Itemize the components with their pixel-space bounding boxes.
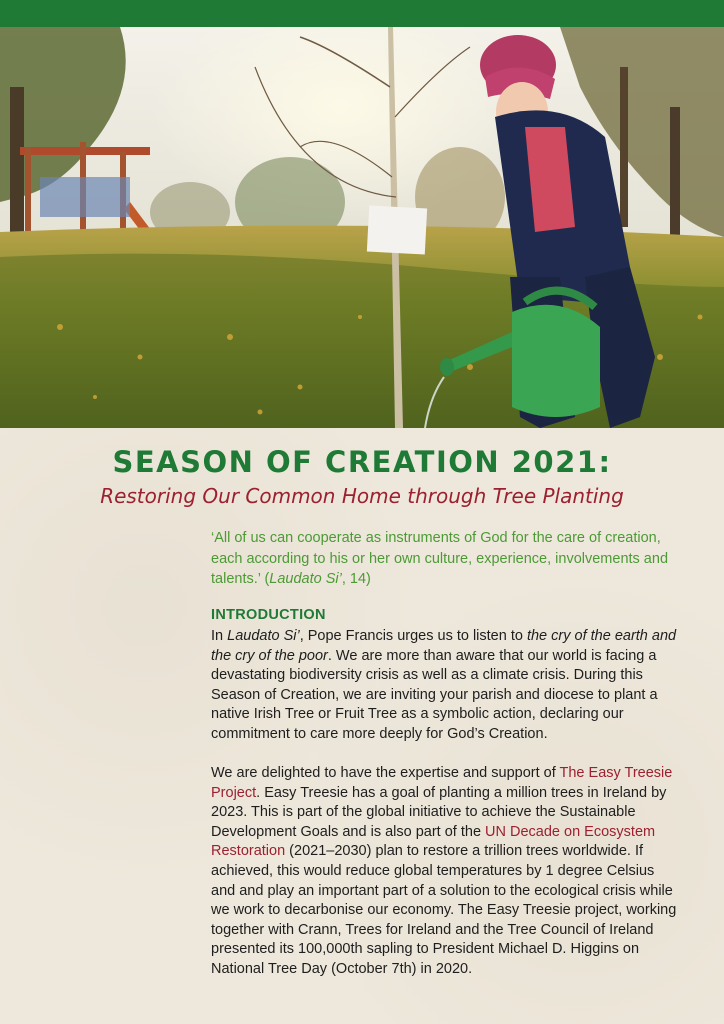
laudato-si-quote — [211, 528, 671, 590]
un-decade-link[interactable]: UN Decade on Ecosystem Restoration — [211, 823, 656, 860]
p2-text-c: (2021–2030) plan to restore a trillion trees worldwide. If achieved, this would reduce global temperatures by 1 degree Celsius and and play an important part of a solution to the ecological crisis while we work to decarbonise our economy. The Easy Treesie project, working together with Crann, Trees for Ireland and the Tree Council of Ireland presented its 100,000th sapling to President Michael D. Higgins on National Tree Day (October 7th) in 2020. — [211, 843, 677, 977]
page-subtitle: Restoring Our Common Home through Tree Planting — [100, 484, 624, 508]
quote-source: Laudato Si’ — [269, 571, 342, 587]
p2-text-b: . Easy Treesie has a goal of planting a million trees in Ireland by 2023. This is part of the global initiative to achieve the Sustainable Development Goals and is also part of the — [211, 784, 667, 840]
page-title: SEASON OF CREATION 2021: — [112, 445, 612, 479]
introduction-paragraph-2 — [211, 764, 681, 980]
p1-cry-of-earth: the cry of the earth and the cry of the poor — [211, 628, 677, 664]
quote-text: ‘All of us can cooperate as instruments of God for the care of creation, each according to his or her own culture, experience, involvements and talents.’ ( — [211, 530, 669, 587]
p1-text-a: In — [211, 628, 228, 644]
introduction-paragraph-1 — [211, 627, 681, 745]
quote-ref: , 14) — [341, 571, 371, 587]
p2-text-a: We are delighted to have the expertise and support of — [211, 765, 560, 781]
child-watering-sapling-photo — [0, 27, 724, 428]
introduction-heading: INTRODUCTION — [211, 607, 326, 623]
p1-text-e: . We are more than aware that our world is facing a devastating biodiversity crisis as well as a climate crisis. During this Season of Creation, we are inviting your parish and diocese to plant a native Irish Tree or Fruit Tree as a symbolic action, declaring our commitment to care more deeply for God’s Creation. — [211, 647, 658, 742]
hero-photo — [0, 27, 724, 428]
p1-laudato-si: Laudato Si’ — [227, 628, 300, 644]
top-banner-bar — [0, 0, 724, 27]
p1-text-c: , Pope Francis urges us to listen to — [299, 628, 527, 644]
easy-treesie-link[interactable]: The Easy Treesie Project — [211, 765, 673, 801]
